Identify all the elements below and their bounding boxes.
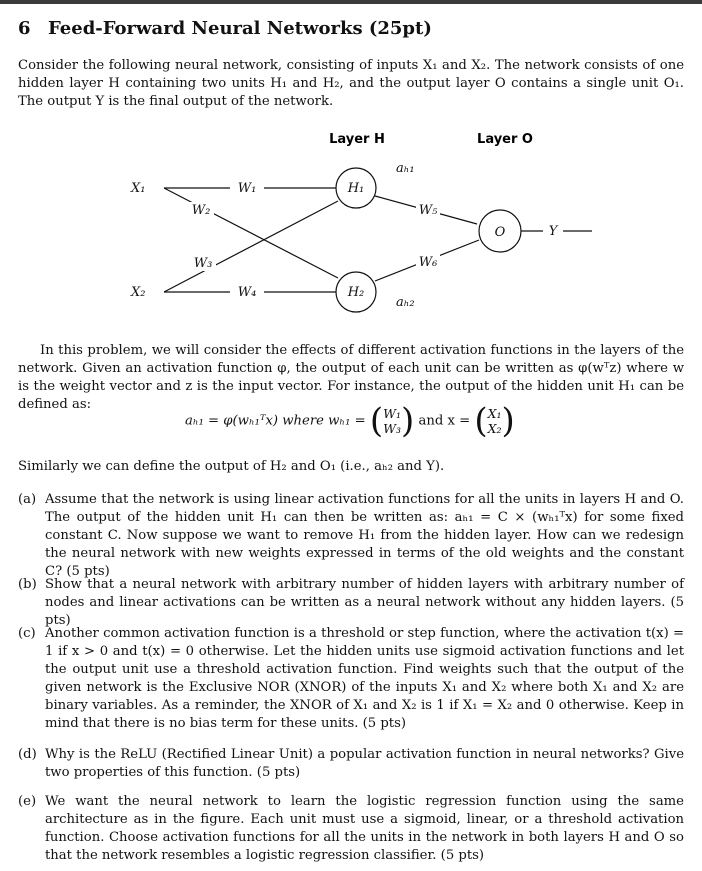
output-y: Y (548, 224, 558, 239)
section-number: 6 (18, 18, 31, 39)
vector-x (488, 406, 502, 436)
weight-w3: W₃ (193, 256, 213, 271)
intro-paragraph: Consider the following neural network, consisting of inputs X₁ and X₂. The network consists of one hidden layer H containing two units H₁ and H₂, and the output layer O contains a single unit O₁. The output Y is the final output of the network. (18, 58, 684, 109)
vector-x-bottom: X₂ (487, 421, 502, 436)
equation-ah1 (18, 401, 684, 450)
paren-open-x: ( (474, 401, 488, 441)
weight-w4: W₄ (237, 285, 257, 300)
equation-mid: and x = (418, 413, 471, 429)
question-label: (c) (18, 626, 36, 641)
question-text: We want the neural network to learn the logistic regression function using the same architecture as in the figure. Each unit must use a sigmoid, linear, or a threshold activation function. Choose activation functions for all the units in the network in both layers H and O so that the network resembles a logistic regression classifier. (5 pts) (45, 794, 684, 863)
vector-w (383, 406, 401, 436)
input-x2: X₂ (131, 285, 146, 300)
question-text: Why is the ReLU (Rectified Linear Unit) a popular activation function in neural networks? Give two properties of this function. (5 pts) (45, 747, 684, 780)
question-text: Assume that the network is using linear activation functions for all the units in layers H and O. The output of the hidden unit H₁ can then be written as: aₕ₁ = C × (wₕ₁ᵀx) for some fixed constant C. Now suppose we want to remove H₁ from the hidden layer. How can we redesign the neural network with new weights expressed in terms of the old weights and the constant C? (5 pts) (45, 492, 684, 579)
layer-h-label: Layer H (329, 132, 385, 147)
question-e (18, 793, 684, 865)
node-o-label: O (494, 225, 506, 240)
paren-open-w: ( (369, 401, 384, 441)
input-x1: X₁ (131, 181, 146, 196)
vector-x-top: X₁ (487, 406, 502, 421)
question-a (18, 491, 684, 581)
paren-close-w: ) (401, 401, 415, 441)
vector-w-top: W₁ (383, 406, 401, 421)
equation-lhs: aₕ₁ = φ(wₕ₁ᵀx) where wₕ₁ = (185, 413, 366, 429)
question-label: (e) (18, 794, 37, 809)
question-d (18, 746, 684, 782)
section-heading (18, 18, 432, 39)
vector-w-bottom: W₃ (383, 421, 401, 436)
weight-w2: W₂ (191, 203, 211, 218)
question-b (18, 576, 684, 630)
node-h2-label: H₂ (347, 285, 365, 300)
question-text: Show that a neural network with arbitrary number of hidden layers with arbitrary number of nodes and linear activations can be written as a neural network without any hidden layers. (5 pts) (45, 577, 684, 628)
node-h1-label: H₁ (347, 181, 365, 196)
question-label: (a) (18, 492, 37, 507)
similarly-paragraph: Similarly we can define the output of H₂ and O₁ (i.e., aₕ₂ and Y). (18, 459, 445, 474)
question-text: Another common activation function is a threshold or step function, where the activation t(x) = 1 if x > 0 and t(x) = 0 otherwise. Let the hidden units use sigmoid activation functions and let the output unit use a threshold activation function. Find weights such that the output of the given network is the Exclusive NOR (XNOR) of the inputs X₁ and X₂ where both X₁ and X₂ are binary variables. As a reminder, the XNOR of X₁ and X₂ is 1 if X₁ = X₂ and 0 otherwise. Keep in mind that there is no bias term for these units. (5 pts) (45, 626, 684, 731)
question-label: (b) (18, 577, 37, 592)
weight-w1: W₁ (237, 181, 257, 196)
paren-close-x: ) (501, 401, 515, 441)
network-diagram (18, 120, 684, 330)
question-label: (d) (18, 747, 37, 762)
activation-paragraph: In this problem, we will consider the effects of different activation functions in the layers of the network. Given an activation function φ, the output of each unit can be written as φ(wᵀz) where w is the weight vector and z is the input vector. For instance, the output of the hidden unit H₁ can be defined as: (18, 343, 684, 412)
question-c (18, 625, 684, 733)
section-title: Feed-Forward Neural Networks (25pt) (48, 18, 432, 39)
weight-w6: W₆ (418, 255, 438, 270)
activation-ah1: aₕ₁ (396, 161, 415, 176)
layer-o-label: Layer O (477, 132, 533, 147)
top-rule (0, 0, 702, 4)
weight-w5: W₅ (418, 203, 438, 218)
activation-ah2: aₕ₂ (396, 295, 415, 310)
